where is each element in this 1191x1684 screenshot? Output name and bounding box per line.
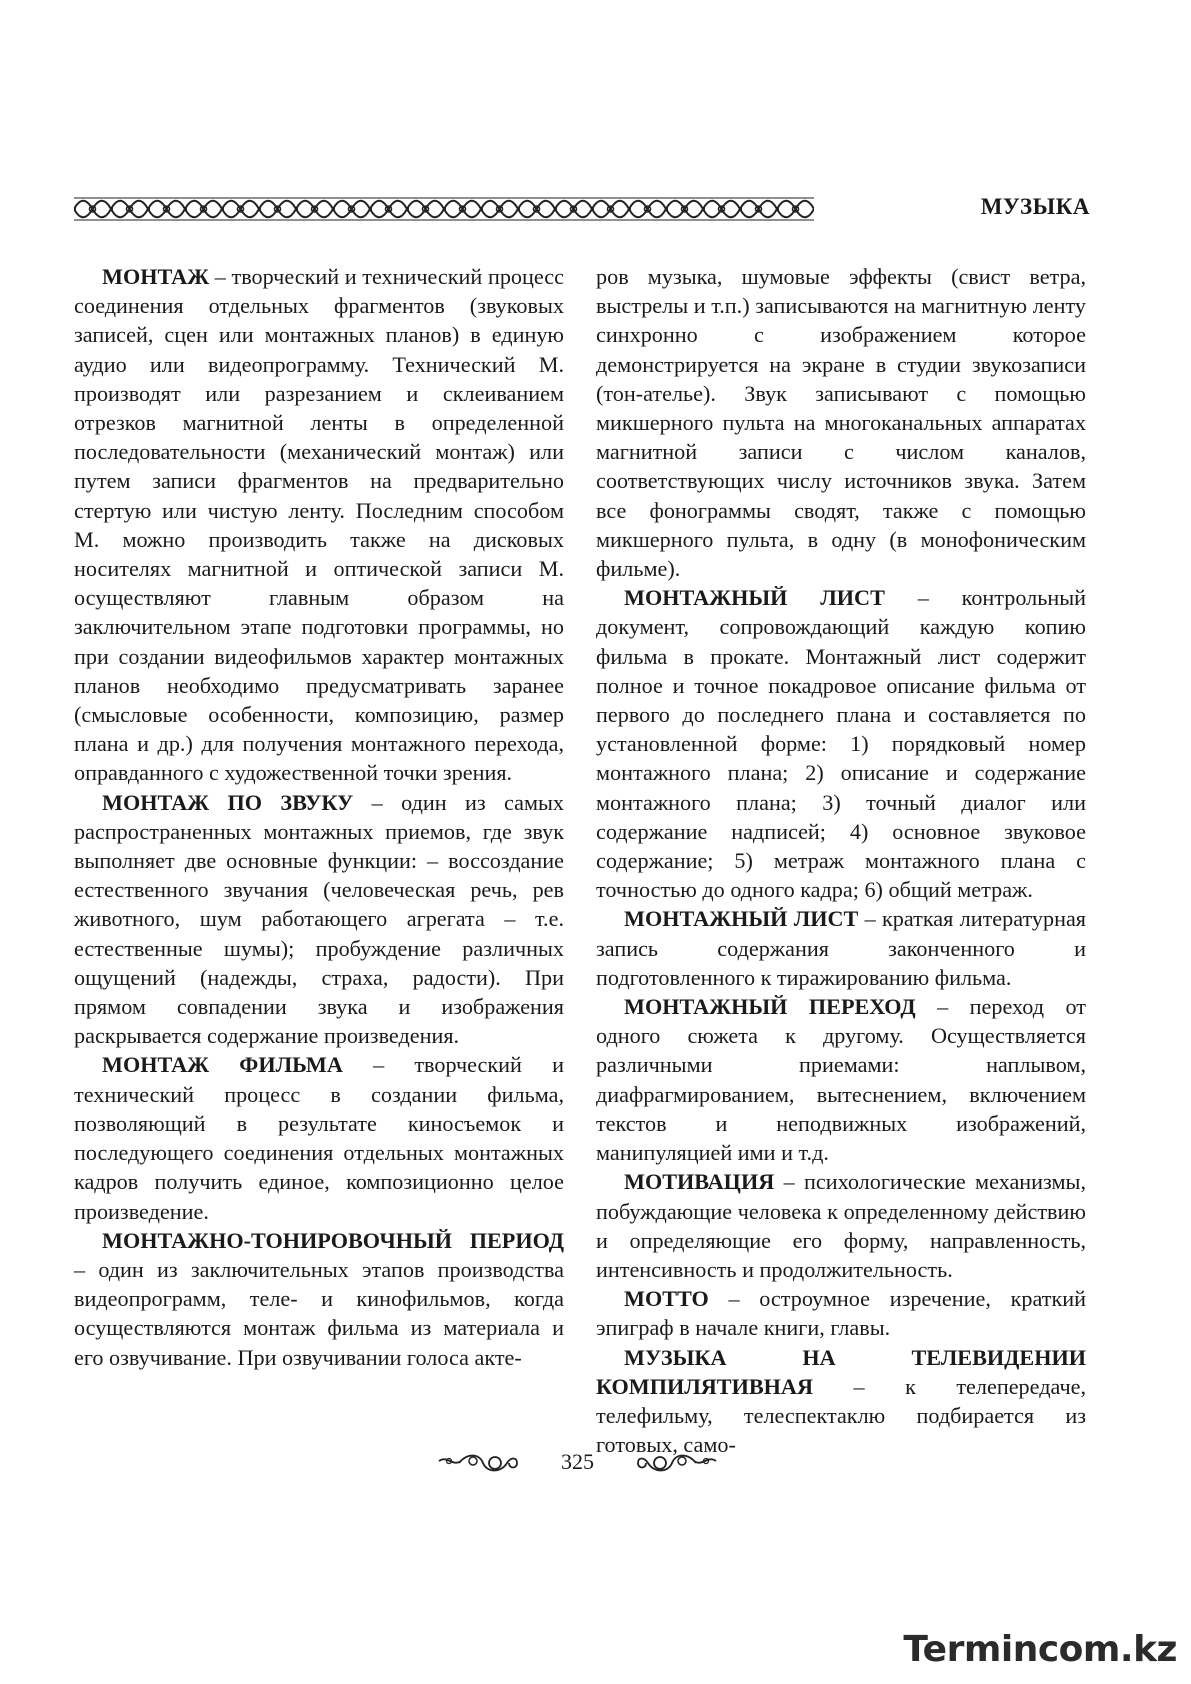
- entry-body: – остроумное изречение, краткий эпиграф в начале книги, главы.: [596, 1286, 1086, 1341]
- right-column: [596, 262, 1086, 1459]
- entry-body: – краткая литературная запись содержания законченного и подготовленного к тиражированию фильма.: [596, 906, 1087, 990]
- entry-body: – психологические механизмы, побуждающие человека к определенному действию и определяющие его форму, направленность, интенсивность и продолжительность.: [596, 1169, 1086, 1282]
- entry-term: МОНТАЖ ПО ЗВУКУ: [102, 789, 354, 815]
- dictionary-entry: [596, 904, 1086, 992]
- dictionary-entry: [596, 992, 1086, 1167]
- entry-term: МОТТО: [624, 1286, 709, 1312]
- entry-term: МОНТАЖНО-ТОНИРОВОЧНЫЙ ПЕРИОД: [102, 1227, 564, 1253]
- swirl-flourish-left-icon: [437, 1451, 519, 1475]
- dictionary-entry: [74, 1050, 564, 1225]
- dictionary-entry: [596, 1343, 1086, 1460]
- entry-body: – один из самых распространенных монтажных приемов, где звук выполняет две основные функции: – воссоздание естественного звучания (человеческая речь, рев животного, шум работающего агрегата – т.е. естественные шумы); пробуждение различных ощущений (надежды, страха, радости). При прямом совпадении звука и изображения раскрывается содержание произведения.: [74, 789, 564, 1049]
- left-column: [74, 262, 564, 1372]
- entry-body: ров музыка, шумовые эффекты (свист ветра, выстрелы и т.п.) записываются на магнитную ленту синхронно с изображением которое демонстрируется на экране в студии звукозаписи (тон-ателье). Звук записывают с помощью микшерного пульта на многоканальных аппаратах магнитной записи с числом каналов, соответствующих числу источников звука. Затем все фонограммы сводят, также с помощью микшерного пульта, в одну (в монофоническим фильме).: [596, 264, 1086, 582]
- entry-body: – творческий и технический процесс соединения отдельных фрагментов (звуковых записей, сцен или монтажных планов) в единую аудио или видеопрограмму. Технический М. производят или разрезанием и склеиванием отрезков магнитной ленты в определенной последовательности (механический монтаж) или путем записи фрагментов на предварительно стертую или чистую ленту. Последним способом М. можно производить также на дисковых носителях магнитной и оптической записи М. осуществляют главным образом на заключительном этапе подготовки программы, но при создании видеофильмов характер монтажных планов необходимо предусматривать заранее (смысловые особенности, композицию, размер плана и др.) для получения монтажного перехода, оправданного с художественной точки зрения.: [74, 264, 564, 786]
- entry-term: МОНТАЖ ФИЛЬМА: [102, 1052, 343, 1078]
- dictionary-entry: [596, 1167, 1086, 1284]
- dictionary-entry: [74, 262, 564, 788]
- entry-term: МОНТАЖНЫЙ ПЕРЕХОД: [624, 994, 916, 1020]
- entry-term: МОНТАЖНЫЙ ЛИСТ: [624, 906, 859, 932]
- entry-body: – контрольный документ, сопровождающий каждую копию фильма в прокате. Монтажный лист содержит полное и точное покадровое описание фильма от первого до последнего плана и составляется по установленной форме: 1) порядковый номер монтажного плана; 2) описание и содержание монтажного плана; 3) точный диалог или содержание надписей; 4) основное звуковое содержание; 5) метраж монтажного плана с точностью до одного кадра; 6) общий метраж.: [596, 585, 1087, 903]
- entry-term: МОНТАЖНЫЙ ЛИСТ: [624, 585, 885, 611]
- page-header: [74, 196, 1090, 222]
- running-head: МУЗЫКА: [980, 194, 1090, 219]
- celtic-knot-band-icon: [74, 196, 814, 222]
- dictionary-entry: [596, 583, 1086, 904]
- dictionary-entry-continued: [596, 262, 1086, 583]
- watermark-logo: Termincom.kz: [903, 1629, 1177, 1670]
- entry-body: – один из заключительных этапов производства видеопрограмм, теле- и кинофильмов, когда осуществляются монтаж фильма из материала и его озвучивание. При озвучивании голоса акте-: [74, 1256, 564, 1370]
- entry-body: – творческий и технический процесс в создании фильма, позволяющий в результате киносъемок и последующего соединения отдельных монтажных кадров получить единое, композиционно целое произведение.: [74, 1052, 564, 1224]
- entry-body: – переход от одного сюжета к другому. Осуществляется различными приемами: наплывом, диафрагмированием, вытеснением, включением текстов и неподвижных изображений, манипуляцией ими и т.д.: [596, 994, 1087, 1166]
- dictionary-entry: [74, 788, 564, 1051]
- page-footer: [0, 1449, 1191, 1479]
- page-number: 325: [561, 1449, 594, 1474]
- entry-body: – к телепередаче, телефильму, телеспектаклю подбирается из готовых, само-: [596, 1373, 1086, 1458]
- dictionary-entry: [596, 1284, 1086, 1342]
- entry-term: МОТИВАЦИЯ: [624, 1169, 775, 1195]
- entry-term: МОНТАЖ: [102, 264, 210, 289]
- dictionary-entry: [74, 1226, 564, 1372]
- entry-term: МУЗЫКА НА ТЕЛЕВИДЕНИИ КОМПИЛЯТИВНАЯ: [596, 1344, 1086, 1399]
- swirl-flourish-right-icon: [636, 1451, 718, 1475]
